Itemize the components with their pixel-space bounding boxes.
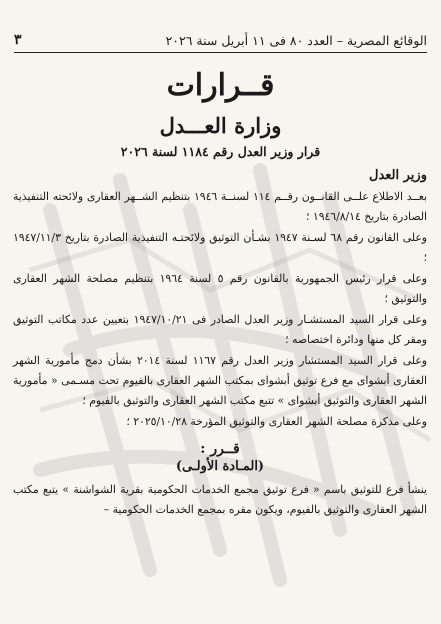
header-divider <box>14 52 427 53</box>
page-number: ٣ <box>14 32 22 48</box>
issuer-heading: وزير العدل <box>369 168 427 183</box>
page-header <box>14 26 427 48</box>
decree-title: قرار وزير العدل رقم ١١٨٤ لسنة ٢٠٢٦ <box>120 144 321 159</box>
running-title: الوقائع المصرية – العدد ٨٠ فى ١١ أبريل سنة ٢٠٢٦ <box>165 33 427 48</box>
preamble-paragraph: وعلى قرار السيد المستشـار وزير العدل الصادر فى ١٩٤٧/١٠/٢١ بتعيين عدد مكاتب التوثيق ومقر كل منها ودائرة اختصاصه ؛ <box>13 313 428 346</box>
preamble-paragraph: وعلى قرار رئيس الجمهورية بالقانون رقم ٥ لسنة ١٩٦٤ بتنظيم مصلحة الشهر العقارى والتوثيق ؛ <box>13 272 427 305</box>
preamble-paragraph: وعلى مذكرة مصلحة الشهر العقارى والتوثيق المؤرخة ٢٠٢٥/١٠/٢٨ ؛ <box>126 415 427 428</box>
ministry-heading: وزارة العـــدل <box>159 113 282 138</box>
decided-heading: قــرر : <box>200 441 240 457</box>
preamble-paragraph: بعــد الاطلاع علــى القانــون رقــم ١١٤ لسنــة ١٩٤٦ بتنظيم الشــهر العقارى ولائحته التنفيذية الصادرة بتاريخ ١٩٤٦/٨/١٤ ؛ <box>13 190 427 223</box>
preamble-paragraph: وعلى قرار السيد المستشار وزير العدل رقم ١١٦٧ لسنة ٢٠١٤ بشأن دمج مأمورية الشهر العقارى أبشواى مع فرع توثيق أبشواى بمكتب الشهر العقارى بالفيوم تحت مسـمى « مأمورية الشهر العقارى والتوثيق أبشواى » تتبع مكتب الشهر العقارى والتوثيق بالفيوم ؛ <box>13 354 427 407</box>
decree-body <box>13 168 427 521</box>
article-title: (المـادة الأولـى) <box>175 459 265 474</box>
section-title: قــرارات <box>166 68 275 103</box>
article-paragraph: ينشأ فرع للتوثيق باسم « فرع توثيق مجمع الخدمات الحكومية بقرية الشواشنة » يتبع مكتب الشهر العقارى والتوثيق بالفيوم، ويكون مقره بمجمع الخدمات الحكومية – <box>13 483 427 516</box>
preamble-paragraph: وعلى القانون رقم ٦٨ لسـنة ١٩٤٧ بشـأن التوثيق ولائحتـه التنفيذية الصادرة بتاريخ ١٩٤٧/١١/٣ ؛ <box>13 231 428 264</box>
